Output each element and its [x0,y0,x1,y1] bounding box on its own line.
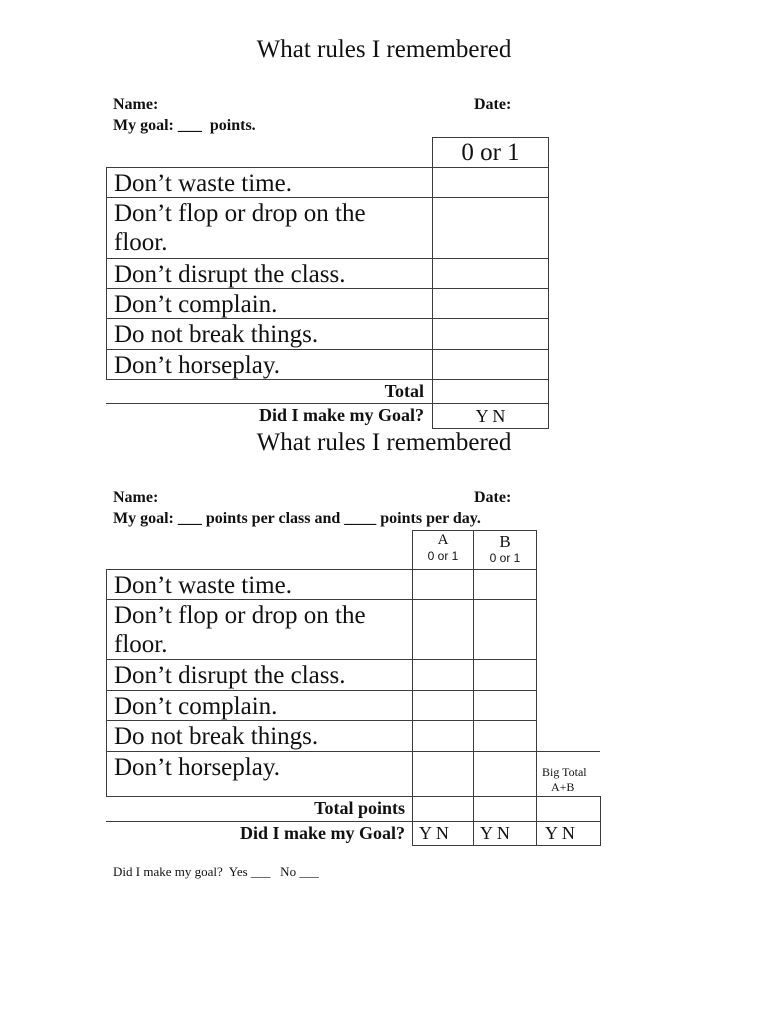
big-total-top-line [536,751,600,752]
goal-text: My goal: ___ points. [113,117,256,134]
worksheet-title: What rules I remembered [256,36,512,63]
big-total-formula: A+B [551,780,575,794]
score-cell-b [473,599,537,660]
total-cell [432,379,549,404]
score-cell [432,167,549,198]
score-cell [432,197,549,259]
worksheet-title: What rules I remembered [256,429,512,456]
date-label: Date: [474,489,512,506]
goal-answer-cell-big-total [536,821,601,846]
rule-text: Don’t waste time. [114,572,292,599]
score-cell [432,288,549,319]
rule-text: Do not break things. [114,723,319,750]
score-cell-b [473,720,537,752]
total-cell-a [412,796,474,822]
column-scale: 0 or 1 [427,549,459,563]
column-header-b [473,530,537,570]
score-cell-a [412,599,474,660]
rule-cell [106,349,433,380]
rule-text: Don’t horseplay. [114,352,280,379]
goal-answer-cell-b [473,821,537,846]
rule-text: Do not break things. [114,321,319,348]
score-cell-a [412,569,474,600]
column-letter: A [437,532,449,548]
goal-answer: Y N [419,823,449,843]
score-cell-a [412,690,474,721]
score-cell-b [473,751,537,797]
rule-cell [106,569,413,600]
goal-answer-cell-a [412,821,474,846]
column-header-a [412,530,474,570]
rule-cell [106,288,433,319]
rule-cell [106,258,433,289]
goal-answer: Y N [475,405,506,426]
rule-cell [106,599,413,660]
total-points-label: Total points [314,798,405,818]
score-cell-a [412,720,474,752]
rule-cell [106,720,413,752]
goal-question: Did I make my Goal? [258,405,424,425]
goal-text: My goal: ___ points per class and ____ points per day. [113,510,481,527]
name-label: Name: [113,489,159,506]
score-cell-b [473,690,537,721]
goal-answer: Y N [480,823,510,843]
score-cell [432,318,549,350]
total-label: Total [384,381,424,401]
goal-question: Did I make my Goal? [239,823,405,843]
rule-cell [106,751,413,797]
goal-answer: Y N [545,823,575,843]
rule-cell [106,690,413,721]
big-total-cell [536,796,601,822]
rule-cell [106,659,413,691]
rule-cell [106,318,433,350]
score-cell-a [412,751,474,797]
big-total-label: Big Total [542,765,587,779]
total-cell-b [473,796,537,822]
rule-cell [106,167,433,198]
date-label: Date: [474,96,512,113]
goal-answer-cell [432,403,549,429]
score-cell [432,258,549,289]
rule-text: Don’t complain. [114,693,278,720]
rule-cell [106,197,433,259]
rule-text: Don’t disrupt the class. [114,261,346,288]
rule-text: Don’t horseplay. [114,754,280,781]
score-cell-b [473,569,537,600]
score-cell-a [412,659,474,691]
score-cell [432,349,549,380]
name-label: Name: [113,96,159,113]
score-cell-b [473,659,537,691]
score-header: 0 or 1 [461,138,520,166]
rule-text: Don’t disrupt the class. [114,662,346,689]
column-letter: B [499,532,511,551]
score-header-cell [432,137,549,168]
goal-footer: Did I make my goal? Yes ___ No ___ [113,864,319,879]
rule-text: Don’t flop or drop on the floor. [114,602,366,658]
column-scale: 0 or 1 [489,551,521,565]
rule-text: Don’t flop or drop on the floor. [114,200,366,256]
rule-text: Don’t waste time. [114,170,292,197]
rule-text: Don’t complain. [114,291,278,318]
